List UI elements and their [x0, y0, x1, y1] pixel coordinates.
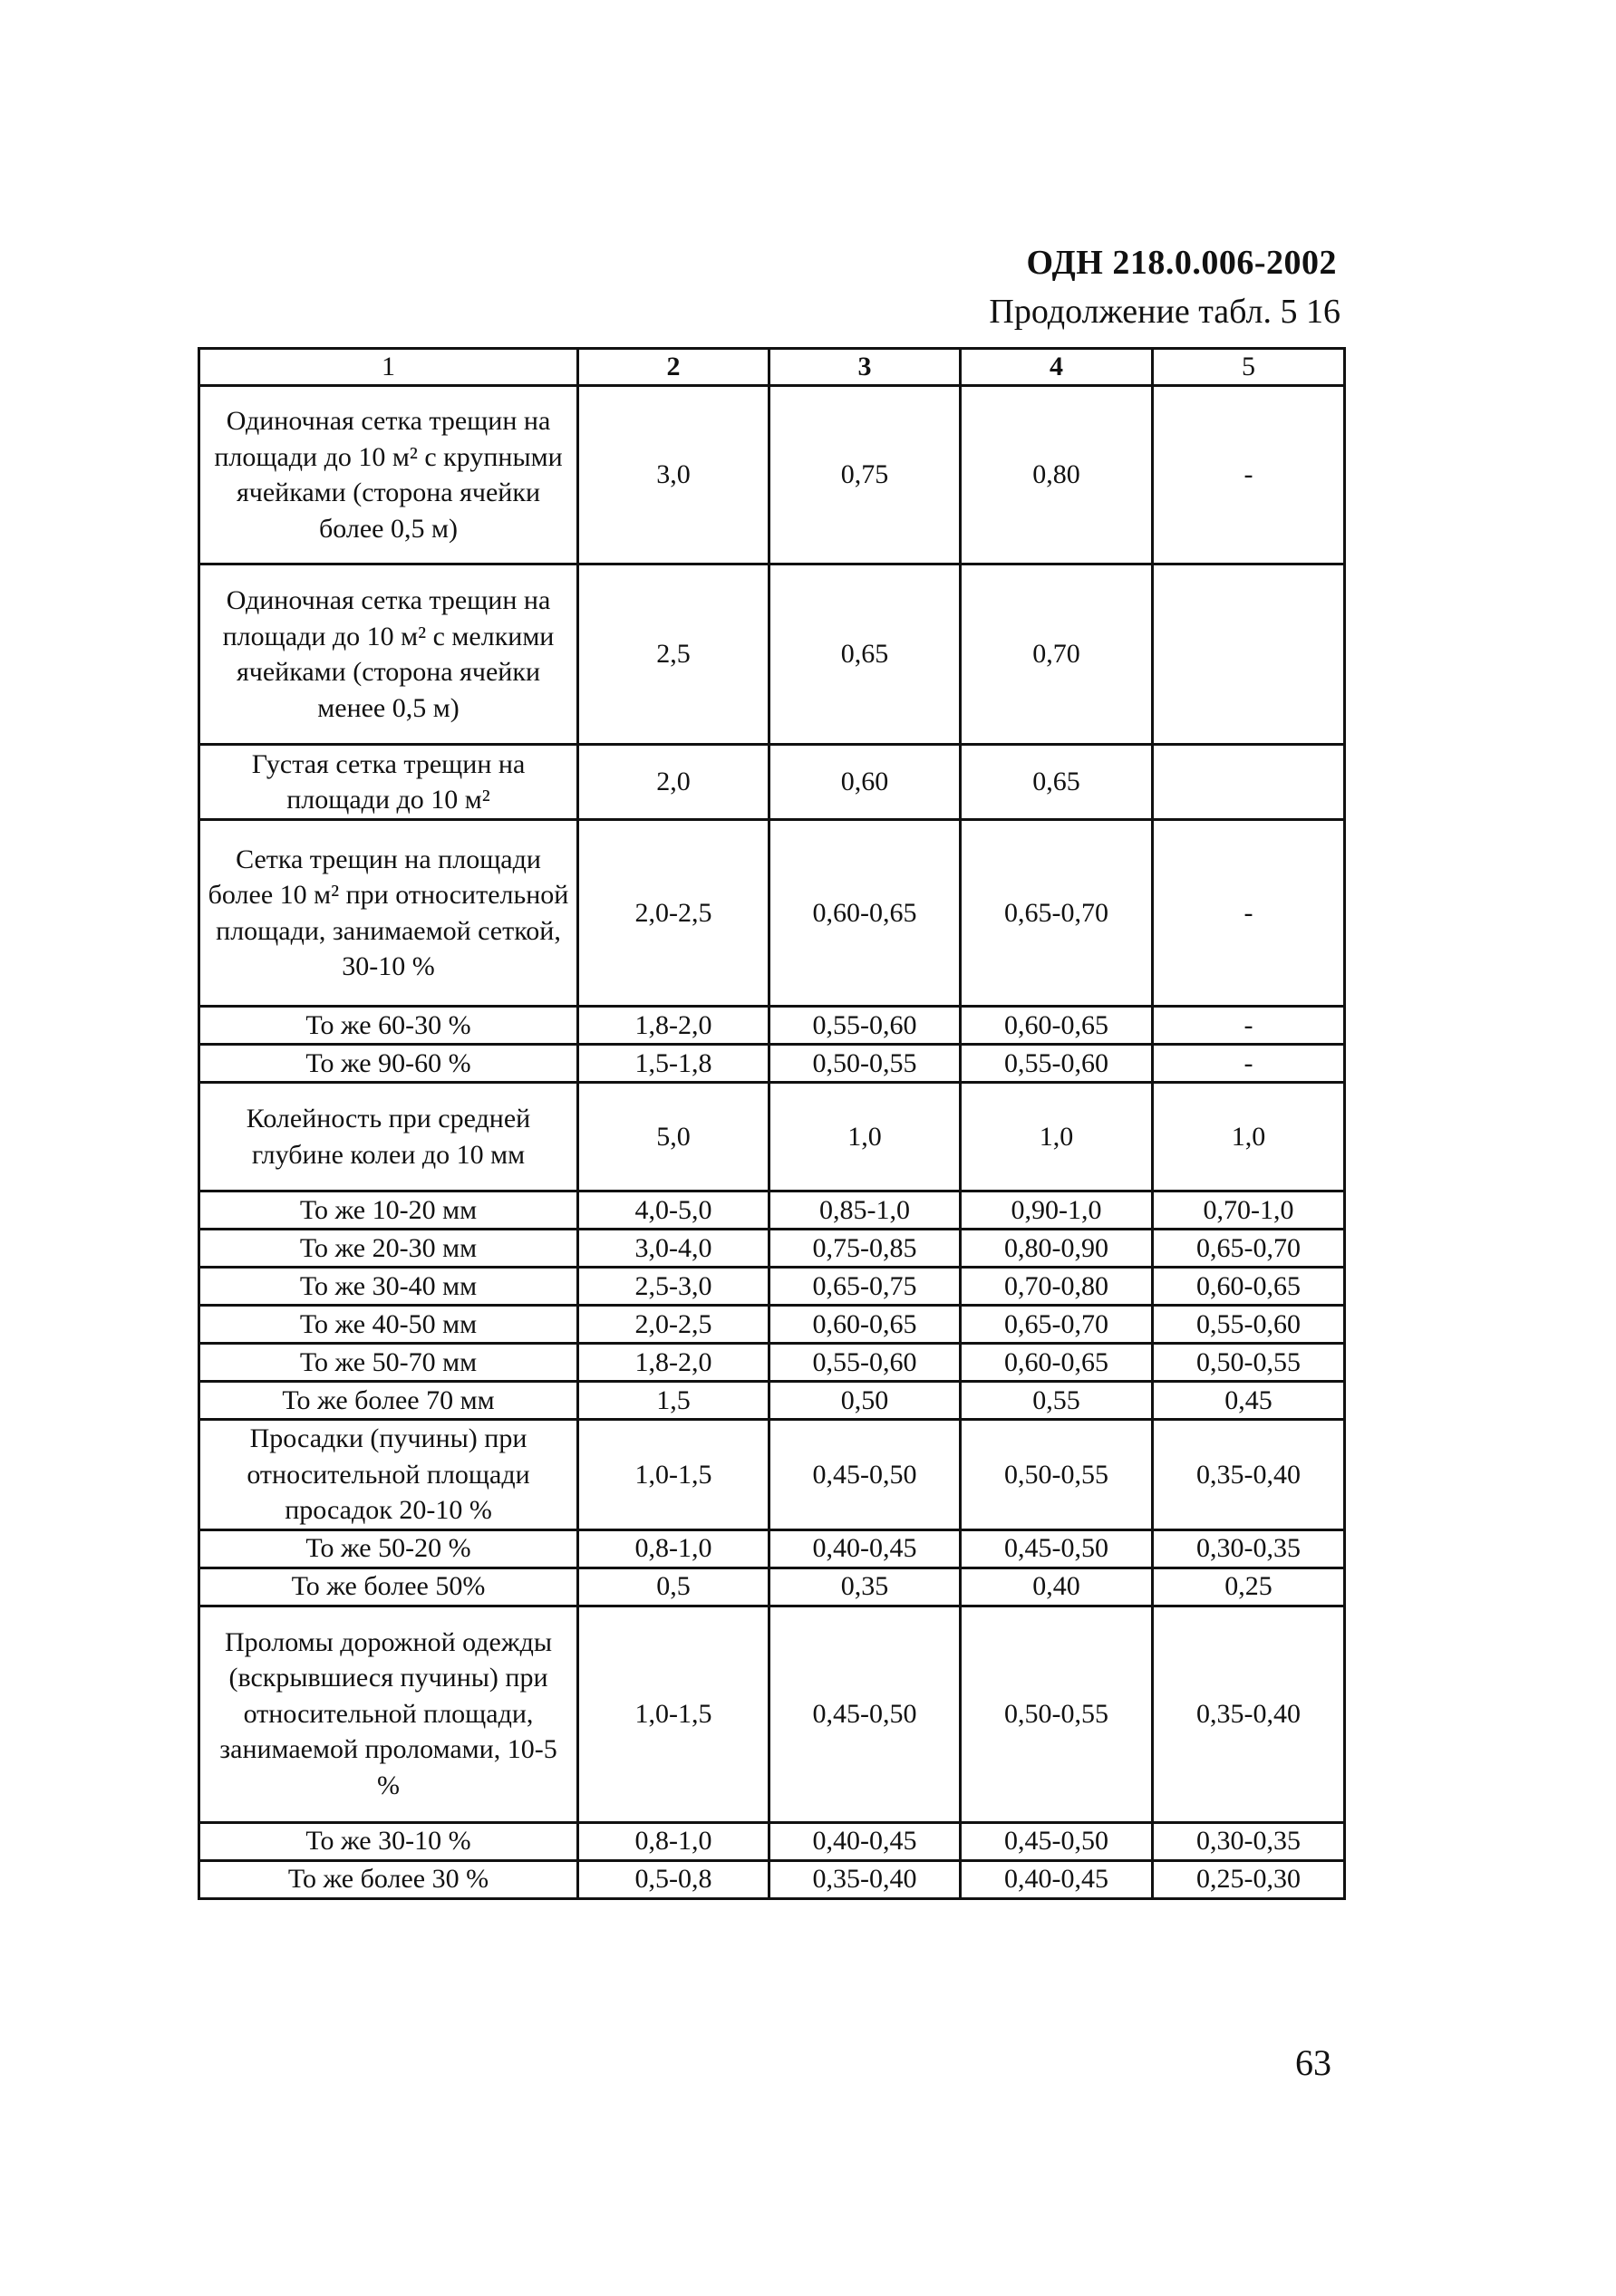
table-row	[199, 1191, 1345, 1230]
table-cell: 0,5	[578, 1568, 769, 1606]
table-cell: 0,45-0,50	[961, 1822, 1153, 1860]
table-cell: 0,55	[961, 1382, 1153, 1420]
table-cell: 0,85-1,0	[769, 1191, 961, 1230]
table-cell: 0,45-0,50	[769, 1420, 961, 1530]
table-cell: 0,35-0,40	[1153, 1606, 1345, 1822]
column-header: 5	[1153, 349, 1345, 386]
table-cell: 0,55-0,60	[1153, 1306, 1345, 1344]
table-cell: 1,0	[961, 1083, 1153, 1191]
table-cell: 0,35-0,40	[1153, 1420, 1345, 1530]
table-cell: 2,0	[578, 745, 769, 820]
table-row	[199, 386, 1345, 564]
table-row	[199, 1568, 1345, 1606]
table-cell: 0,45-0,50	[769, 1606, 961, 1822]
table-cell: 0,60	[769, 745, 961, 820]
table-cell: 0,65	[961, 745, 1153, 820]
defect-description: Колейность при средней глубине колеи до 10 мм	[199, 1083, 578, 1191]
defect-description: То же 30-40 мм	[199, 1268, 578, 1306]
table-row	[199, 1529, 1345, 1568]
table-row	[199, 1007, 1345, 1045]
column-header: 1	[199, 349, 578, 386]
table-cell: 0,60-0,65	[961, 1344, 1153, 1382]
table-cell: 0,70-1,0	[1153, 1191, 1345, 1230]
defect-description: Густая сетка трещин на площади до 10 м²	[199, 745, 578, 820]
defect-description: Одиночная сетка трещин на площади до 10 м² с крупными ячейками (сторона ячейки более 0,5 м)	[199, 386, 578, 564]
defect-description: Сетка трещин на площади более 10 м² при относительной площади, занимаемой сеткой, 30-10 %	[199, 820, 578, 1007]
page-number: 63	[1295, 2042, 1331, 2083]
table-cell: 0,65-0,70	[961, 1306, 1153, 1344]
table-cell: -	[1153, 386, 1345, 564]
table-cell: 1,0-1,5	[578, 1420, 769, 1530]
table-cell: 0,55-0,60	[769, 1344, 961, 1382]
table-cell: 0,25	[1153, 1568, 1345, 1606]
table-row	[199, 1230, 1345, 1268]
table-cell: 0,50-0,55	[769, 1045, 961, 1083]
table-cell: 0,55-0,60	[961, 1045, 1153, 1083]
table-cell: 1,5-1,8	[578, 1045, 769, 1083]
table-row	[199, 1344, 1345, 1382]
table-cell: 1,0-1,5	[578, 1606, 769, 1822]
column-header: 4	[961, 349, 1153, 386]
table-cell: 1,5	[578, 1382, 769, 1420]
table-cell: 0,65-0,70	[1153, 1230, 1345, 1268]
table-cell: 0,60-0,65	[769, 1306, 961, 1344]
table-row	[199, 1083, 1345, 1191]
table-cell: 0,80	[961, 386, 1153, 564]
table-cell: 0,60-0,65	[769, 820, 961, 1007]
table-cell: 0,35	[769, 1568, 961, 1606]
column-header: 2	[578, 349, 769, 386]
table-cell: -	[1153, 1045, 1345, 1083]
table-cell: 0,50	[769, 1382, 961, 1420]
table-cell	[1153, 745, 1345, 820]
defect-description: Проломы дорожной одежды (вскрывшиеся пучины) при относительной площади, занимаемой проломами, 10-5 %	[199, 1606, 578, 1822]
defect-description: Одиночная сетка трещин на площади до 10 м² с мелкими ячейками (сторона ячейки менее 0,5 м)	[199, 564, 578, 745]
defect-description: То же 30-10 %	[199, 1822, 578, 1860]
table-row	[199, 1045, 1345, 1083]
defect-description: То же 20-30 мм	[199, 1230, 578, 1268]
table-cell: 0,40-0,45	[769, 1822, 961, 1860]
table-row	[199, 1860, 1345, 1898]
table-cell: 0,50-0,55	[961, 1420, 1153, 1530]
defect-description: То же 60-30 %	[199, 1007, 578, 1045]
table-cell: 0,40-0,45	[769, 1529, 961, 1568]
table-cell: 1,8-2,0	[578, 1344, 769, 1382]
table-cell: 0,60-0,65	[961, 1007, 1153, 1045]
table-cell: 0,55-0,60	[769, 1007, 961, 1045]
table-cell: 0,65	[769, 564, 961, 745]
table-cell: 0,8-1,0	[578, 1822, 769, 1860]
table-cell: 0,8-1,0	[578, 1529, 769, 1568]
table-cell: -	[1153, 1007, 1345, 1045]
table-cell: 2,5-3,0	[578, 1268, 769, 1306]
defect-description: То же 50-20 %	[199, 1529, 578, 1568]
table-cell: 0,60-0,65	[1153, 1268, 1345, 1306]
table-cell: 0,65-0,70	[961, 820, 1153, 1007]
table-cell: 0,80-0,90	[961, 1230, 1153, 1268]
table-cell	[1153, 564, 1345, 745]
table-cell: 0,35-0,40	[769, 1860, 961, 1898]
table-cell: 0,25-0,30	[1153, 1860, 1345, 1898]
table-cell: 2,0-2,5	[578, 820, 769, 1007]
defect-description: То же более 30 %	[199, 1860, 578, 1898]
table-row	[199, 1268, 1345, 1306]
table-cell: 1,0	[1153, 1083, 1345, 1191]
table-cell: 4,0-5,0	[578, 1191, 769, 1230]
table-cell: 0,90-1,0	[961, 1191, 1153, 1230]
table-row	[199, 564, 1345, 745]
table-row	[199, 1606, 1345, 1822]
table-cell: 2,5	[578, 564, 769, 745]
table-cell: 0,65-0,75	[769, 1268, 961, 1306]
table-cell: 0,30-0,35	[1153, 1822, 1345, 1860]
table-cell: 0,75-0,85	[769, 1230, 961, 1268]
table-row	[199, 1822, 1345, 1860]
defect-description: То же более 50%	[199, 1568, 578, 1606]
table-continuation-caption: Продолжение табл. 5 16	[989, 293, 1340, 331]
table-row	[199, 1382, 1345, 1420]
table-cell: 3,0-4,0	[578, 1230, 769, 1268]
table-cell: 1,0	[769, 1083, 961, 1191]
defect-description: То же 50-70 мм	[199, 1344, 578, 1382]
table-row	[199, 745, 1345, 820]
table-row	[199, 820, 1345, 1007]
table-header-row	[199, 349, 1345, 386]
table-cell: 0,45-0,50	[961, 1529, 1153, 1568]
defect-description: То же 90-60 %	[199, 1045, 578, 1083]
table-cell: 0,40-0,45	[961, 1860, 1153, 1898]
table-cell: 0,40	[961, 1568, 1153, 1606]
data-table	[198, 347, 1346, 1900]
column-header: 3	[769, 349, 961, 386]
document-code: ОДН 218.0.006-2002	[1026, 244, 1337, 282]
table-cell: 1,8-2,0	[578, 1007, 769, 1045]
table-cell: 0,70	[961, 564, 1153, 745]
table-row	[199, 1306, 1345, 1344]
table-cell: 0,45	[1153, 1382, 1345, 1420]
table-row	[199, 1420, 1345, 1530]
defect-description: То же более 70 мм	[199, 1382, 578, 1420]
table-cell: -	[1153, 820, 1345, 1007]
table-cell: 0,50-0,55	[1153, 1344, 1345, 1382]
defect-description: Просадки (пучины) при относительной площади просадок 20-10 %	[199, 1420, 578, 1530]
table-cell: 3,0	[578, 386, 769, 564]
table-cell: 5,0	[578, 1083, 769, 1191]
table-cell: 2,0-2,5	[578, 1306, 769, 1344]
defect-description: То же 10-20 мм	[199, 1191, 578, 1230]
table-cell: 0,75	[769, 386, 961, 564]
table-cell: 0,70-0,80	[961, 1268, 1153, 1306]
table-cell: 0,5-0,8	[578, 1860, 769, 1898]
table-cell: 0,30-0,35	[1153, 1529, 1345, 1568]
defect-description: То же 40-50 мм	[199, 1306, 578, 1344]
table-cell: 0,50-0,55	[961, 1606, 1153, 1822]
